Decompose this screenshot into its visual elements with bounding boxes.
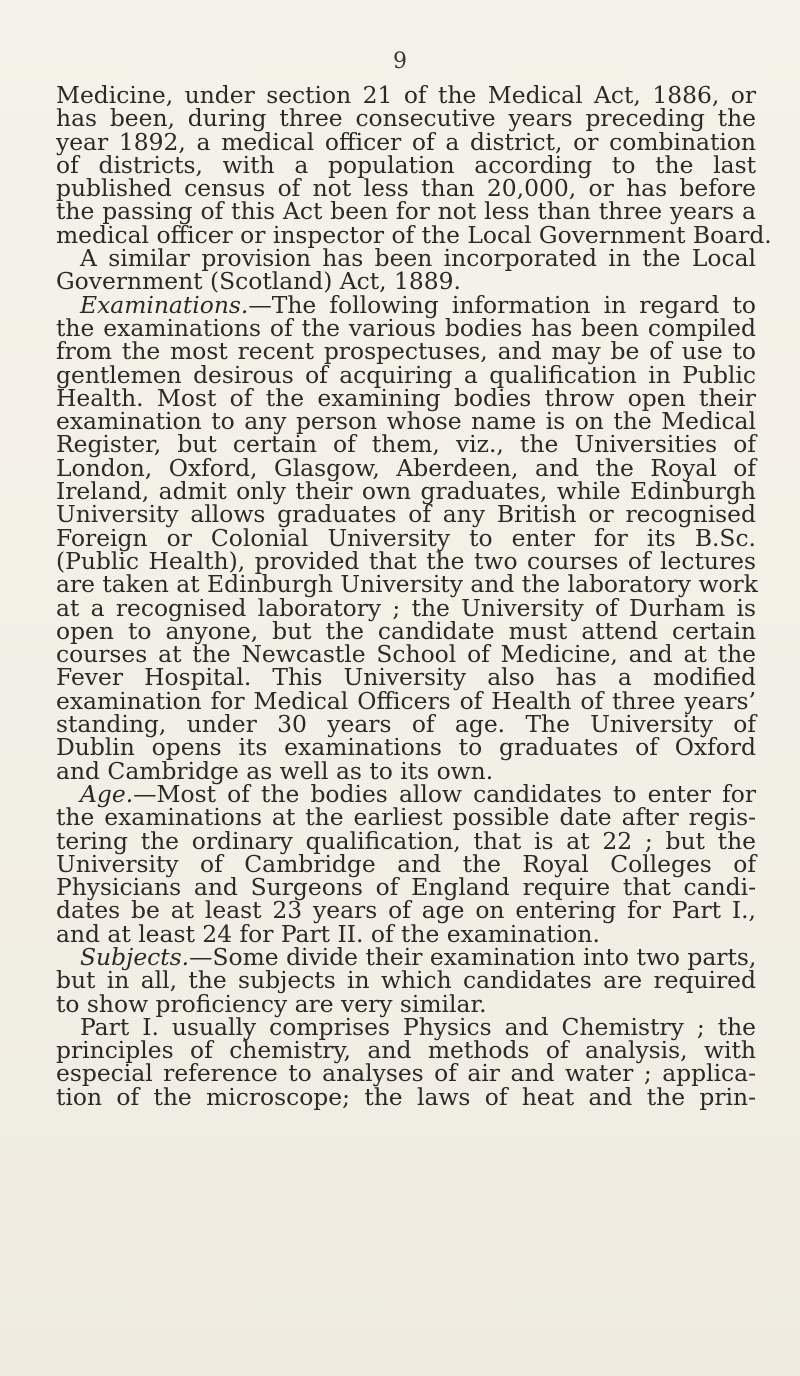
body-text	[56, 81, 772, 1111]
line-text: —Most of the bodies allow candidates to enter for	[133, 779, 756, 808]
section-heading: Examinations.	[80, 290, 249, 319]
line-text: University of Cambridge and the Royal Colleges of	[56, 849, 756, 878]
line-text: Foreign or Colonial University to enter for its B.Sc.	[56, 523, 756, 552]
line-text: Fever Hospital. This University also has a modified	[56, 663, 756, 692]
section-heading: Subjects.	[80, 942, 190, 971]
line-text: Physicians and Surgeons of England require that candi-	[56, 873, 756, 902]
line-text: from the most recent prospectuses, and may be of use to	[56, 337, 756, 366]
line-text: Government (Scotland) Act, 1889.	[56, 267, 461, 296]
line-text: examination to any person whose name is on the Medical	[56, 407, 756, 436]
text-line	[56, 1082, 756, 1111]
line-text: Medicine, under section 21 of the Medical Act, 1886, or	[56, 81, 756, 109]
line-text: standing, under 30 years of age. The University of	[56, 710, 756, 739]
line-text: London, Oxford, Glasgow, Aberdeen, and the Royal of	[56, 453, 756, 482]
line-text: University allows graduates of any British or recognised	[56, 500, 756, 529]
line-text: the passing of this Act been for not less than three years a	[56, 197, 756, 226]
line-text: at a recognised laboratory ; the University of Durham is	[56, 593, 756, 622]
line-text: the examinations at the earliest possible date after regis-	[56, 803, 756, 832]
line-text: medical officer or inspector of the Local Government Board.	[56, 220, 772, 249]
line-text: (Public Health), provided that the two courses of lectures	[56, 546, 756, 575]
line-text: are taken at Edinburgh University and the laboratory work	[56, 570, 758, 599]
line-text: tering the ordinary qualification, that is at 22 ; but the	[56, 826, 756, 855]
section-heading: Age.	[80, 779, 134, 808]
line-text: tion of the microscope; the laws of heat and the prin-	[56, 1082, 756, 1111]
line-text: gentlemen desirous of acquiring a qualification in Public	[56, 360, 756, 389]
line-text: dates be at least 23 years of age on entering for Part I.,	[56, 896, 756, 925]
line-text: year 1892, a medical officer of a district, or combination	[56, 127, 756, 156]
line-text: to show proficiency are very similar.	[56, 989, 487, 1018]
line-text: Dublin opens its examinations to graduates of Oxford	[56, 733, 756, 762]
line-text: especial reference to analyses of air and water ; applica-	[56, 1059, 756, 1088]
line-text: and at least 24 for Part II. of the examination.	[56, 919, 600, 948]
page-number: 9	[393, 49, 407, 74]
line-text: the examinations of the various bodies has been compiled	[56, 313, 756, 342]
line-text: open to anyone, but the candidate must attend certain	[56, 616, 756, 645]
line-text: principles of chemistry, and methods of analysis, with	[56, 1036, 756, 1065]
line-text: has been, during three consecutive years preceding the	[56, 104, 756, 133]
line-text: courses at the Newcastle School of Medicine, and at the	[56, 640, 756, 669]
line-text: published census of not less than 20,000, or has before	[56, 174, 756, 203]
line-text: —Some divide their examination into two parts,	[189, 942, 757, 971]
line-text: but in all, the subjects in which candidates are required	[56, 966, 756, 995]
line-text: A similar provision has been incorporated in the Local	[80, 244, 756, 273]
line-text: and Cambridge as well as to its own.	[56, 756, 494, 785]
line-text: Register, but certain of them, viz., the Universities of	[56, 430, 756, 459]
line-text: Ireland, admit only their own graduates, while Edinburgh	[56, 477, 756, 506]
line-text: examination for Medical Officers of Health of three years’	[56, 686, 756, 715]
line-text: Health. Most of the examining bodies throw open their	[56, 383, 756, 412]
line-text: of districts, with a population according to the last	[56, 150, 756, 179]
line-text: Part I. usually comprises Physics and Chemistry ; the	[80, 1012, 756, 1041]
line-text: —The following information in regard to	[248, 290, 756, 319]
